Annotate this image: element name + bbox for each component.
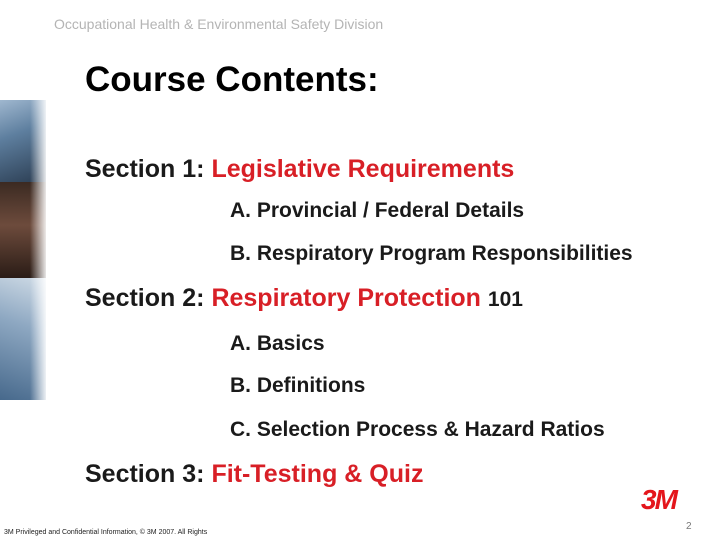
section-3-topic: Fit-Testing & Quiz [211,460,424,488]
section-2-item-b: B. Definitions [230,374,366,397]
section-2-suffix: 101 [487,288,523,311]
section-3-heading [85,460,423,489]
photo-fade [30,100,48,400]
section-2-topic: Respiratory Protection [211,284,481,312]
section-1-item-a: A. Provincial / Federal Details [230,199,525,222]
footer-legal: 3M Privileged and Confidential Information, © 3M 2007. All Rights [4,529,208,536]
section-2-label: Section 2: [85,284,205,312]
section-1-label: Section 1: [85,155,205,183]
page-number: 2 [686,521,692,532]
section-1-item-b: B. Respiratory Program Responsibilities [230,242,633,265]
3m-logo: 3M [641,484,676,515]
section-3-label: Section 3: [85,460,205,488]
section-1-topic: Legislative Requirements [211,155,515,183]
section-2-item-c: C. Selection Process & Hazard Ratios [230,418,605,441]
division-header: Occupational Health & Environmental Safety Division [54,16,384,32]
section-1-heading [85,155,514,184]
section-2-heading [85,284,523,313]
slide-title: Course Contents: [85,60,379,99]
section-2-item-a: A. Basics [230,332,325,355]
